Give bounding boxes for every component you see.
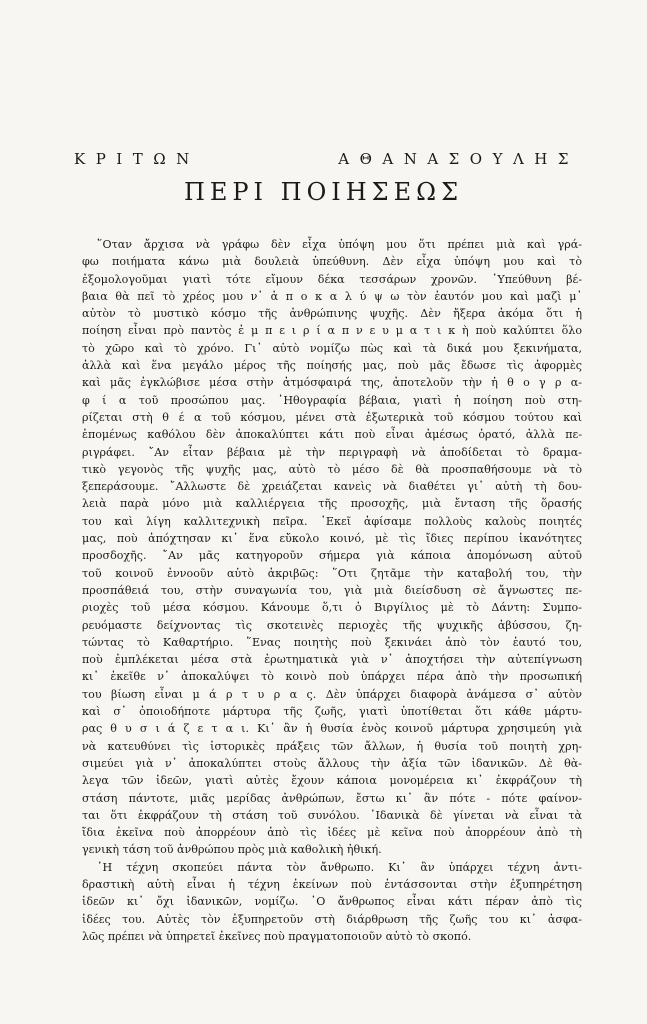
text-line: ξεπεράσουμε. ῎Αλλωστε δὲ χρειάζεται κανεὶς νὰ διαθέτει γι᾿ αὐτὴ τὴ δου- [82, 480, 582, 494]
text-line: στάση πάντοτε, μιᾶς μερίδας ἀνθρώπων, ἔστω κι᾿ ἂν πότε - πότε φαίνον- [82, 791, 582, 805]
text-line: τώντας τὸ Καθαρτήριο. ῞Ενας ποιητὴς ποὺ ξεκινάει ἀπὸ τὸν ἑαυτό του, [82, 635, 582, 649]
article-title: ΠΕΡΙ ΠΟΙΗΣΕΩΣ [183, 178, 464, 206]
text-line: κι᾿ ἐκεῖθε ν᾿ ἀποκαλύψει τὸ κοινὸ ποὺ ὑπάρχει πέρα ἀπὸ τὴν προσωπική [82, 670, 582, 684]
text-line: προσπάθειά του, στὴν συναγωνία του, γιὰ μιὰ διείσδυση σὲ ἄγνωστες πε- [82, 583, 582, 597]
author-last-name: ΑΘΑΝΑΣΟΥΛΗΣ [338, 150, 579, 168]
text-line: του βίωση εἶναι μ ά ρ τ υ ρ α ς. Δὲν ὑπάρχει διαφορὰ ἀνάμεσα σ᾿ αὐτὸν [82, 687, 582, 701]
text-line: φ ί α τοῦ προσώπου μας. ᾿Ηθογραφία βέβαια, γιατὶ ἡ ποίηση ποὺ στη- [82, 393, 582, 407]
text-line: ἀλλὰ καὶ ἕνα μεγάλο μέρος τῆς ποίησής μας, ποὺ μᾶς ἔδωσε τὶς ἀφορμὲς [82, 359, 582, 373]
text-line: ῾Η τέχνη σκοπεύει πάντα τὸν ἄνθρωπο. Κι᾿ ἂν ὑπάρχει τέχνη ἀντι- [97, 860, 582, 874]
text-line: αὐτὸν τὸ μυστικὸ κόσμο τῆς ἀνθρώπινης ψυχῆς. Δὲν ἤξερα ἀκόμα ὅτι ἡ [82, 307, 582, 321]
text-line: τοῦ κοινοῦ ἐννοοῦν αὐτὸ ἀκριβῶς: ῞Οτι ζητᾶμε τὴν καταβολή του, τὴν [82, 566, 582, 580]
text-line: ἰδέες του. Αὐτὲς τὸν ἐξυπηρετοῦν στὴ διάρθρωση τῆς ζωῆς του κι᾿ ἀσφα- [82, 912, 582, 926]
text-line: δραστικὴ αὐτὴ εἶναι ἡ τέχνη ἐκείνων ποὺ ἐντάσσονται στὴν ἐξυπηρέτηση [82, 877, 582, 891]
text-line: προσδοχῆς. ῎Αν μᾶς κατηγοροῦν σήμερα γιὰ κάποια ἀπομόνωση αὐτοῦ [82, 549, 582, 563]
paragraph-1 [82, 236, 582, 859]
text-line: του καὶ λίγη καλλιτεχνικὴ πεῖρα. ᾿Εκεῖ ἀφίσαμε πολλοὺς καλοὺς ποιητές [82, 514, 582, 528]
text-line: σιμεύει γιὰ ν᾿ ἀποκαλύπτει στοὺς ἄλλους τὴν ἀξία τῶν ἰδανικῶν. Δὲ θὰ- [82, 756, 582, 770]
text-line: ποὺ ἐμπλέκεται μέσα στὰ ἐρωτηματικὰ γιὰ ν᾿ ἀποχτήσει τὴν αὐτεπίγνωση [82, 653, 582, 667]
text-line: ἑπομένως καθόλου δὲν ἀποκαλύπτει κάτι ποὺ εἶναι ἀμέσως ὁρατό, ἀλλὰ πε- [82, 428, 582, 442]
text-line: ριγράφει. ῎Αν εἶταν βέβαια μὲ τὴν περιγραφὴ νὰ ἀποδίδεται τὸ δραμα- [82, 445, 582, 459]
text-line: ρευόμαστε δείχνοντας τὶς σκοτεινὲς περιοχὲς τῆς ψυχικῆς ἀβύσσου, ζη- [82, 618, 582, 632]
text-line: καὶ μᾶς ἐγκλώβισε μέσα στὴν ἀτμόσφαιρά της, ἀποτελοῦν τὴν ἠ θ ο γ ρ α- [82, 376, 582, 390]
text-line: βαια θὰ πεῖ τὸ χρέος μου ν᾿ ἀ π ο κ α λ ύ ψ ω τὸν ἑαυτόν μου καὶ μαζὶ μ᾿ [82, 289, 582, 303]
text-line: ῞Οταν ἄρχισα νὰ γράφω δὲν εἶχα ὑπόψη μου ὅτι πρέπει μιὰ καὶ γρά- [97, 238, 582, 251]
text-line: λεγα τῶν ἰδεῶν, γιατὶ αὐτὲς ἔχουν κάποια μονομέρεια κι᾿ ἐκφράζουν τὴ [82, 774, 582, 788]
text-line: γενικὴ τάση τοῦ ἀνθρώπου πρὸς μιὰ καθολικὴ ἠθική. [82, 843, 382, 857]
text-line: ἐξομολογοῦμαι γιατὶ τότε εἴμουν δέκα τεσσάρων χρονῶν. ῾Υπεύθυνη βέ- [82, 272, 582, 286]
author-first-name: ΚΡΙΤΩΝ [74, 150, 200, 168]
paragraph-2 [82, 859, 582, 945]
text-line: καὶ σ᾿ ὁποιοδήποτε μάρτυρα τῆς ζωῆς, γιατὶ ὑποτίθεται ὅτι κάθε μάρτυ- [82, 705, 582, 719]
text-line: τὸ χῶρο καὶ τὸ χρόνο. Γι᾿ αὐτὸ νομίζω πὼς καὶ τὰ δικά μου ξεκινήματα, [82, 341, 582, 355]
text-line: ἴδια ἐκεῖνα ποὺ ἀπορρέουν ἀπὸ τὶς ἰδέες μὲ κεῖνα ποὺ ἀπορρέουν ἀπὸ τὴ [82, 826, 582, 840]
text-line: νὰ κατευθύνει τὶς ἱστορικὲς πράξεις τῶν ἄλλων, ἡ θυσία τοῦ ποιητὴ χρη- [82, 739, 582, 753]
text-line: λειὰ παρὰ μόνο μιὰ καλλιέργεια τῆς προσοχῆς, μιὰ ἔνταση τῆς ὅρασής [82, 497, 582, 511]
text-line: ποίηση εἶναι πρὸ παντὸς ἐ μ π ε ι ρ ί α π ν ε υ μ α τ ι κ ὴ ποὺ καλύπτει ὅλο [82, 324, 582, 338]
text-line: ρίζεται στὴ θ έ α τοῦ κόσμου, μένει στὰ ἐξωτερικὰ τοῦ κόσμου τούτου καὶ [82, 410, 582, 424]
text-line: ριοχὲς τοῦ μέσα κόσμου. Κάνουμε ὅ,τι ὁ Βιργίλιος μὲ τὸ Δάντη: Συμπο- [82, 601, 582, 615]
article-body [82, 236, 582, 945]
text-line: ἰδεῶν κι᾿ ὄχι ἰδανικῶν, νομίζω. ῾Ο ἄνθρωπος εἶναι κάτι πέραν ἀπὸ τὶς [82, 895, 582, 909]
text-line: λῶς πρέπει νὰ ὑπηρετεῖ ἐκεῖνες ποὺ πραγματοποιοῦν αὐτὸ τὸ σκοπό. [82, 929, 472, 943]
text-line: φω ποιήματα κάνω μιὰ δουλειὰ ὑπεύθυνη. Δὲν εἶχα ὑπόψη μου καὶ τὸ [82, 255, 582, 269]
text-line: μας, ποὺ ἀπόχτησαν κι᾿ ἕνα εὔκολο κοινό, μὲ τὶς ἴδιες περίπου ἱκανότητες [82, 532, 582, 546]
text-line: ται ὅτι ἐκφράζουν τὴ στάση τοῦ συνόλου. ᾿Ιδανικὰ δὲ γίνεται νὰ εἶναι τὰ [82, 808, 582, 822]
text-line: ρας θ υ σ ι ά ζ ε τ α ι. Κι᾿ ἂν ἡ θυσία ἑνὸς κοινοῦ μάρτυρα χρησιμεύη γιὰ [82, 722, 582, 736]
text-line: τικὸ γεγονὸς τῆς ψυχῆς μας, αὐτὸ τὸ μέσο δὲ θὰ προσπαθήσουμε νὰ τὸ [82, 462, 582, 476]
author-name [74, 150, 579, 168]
